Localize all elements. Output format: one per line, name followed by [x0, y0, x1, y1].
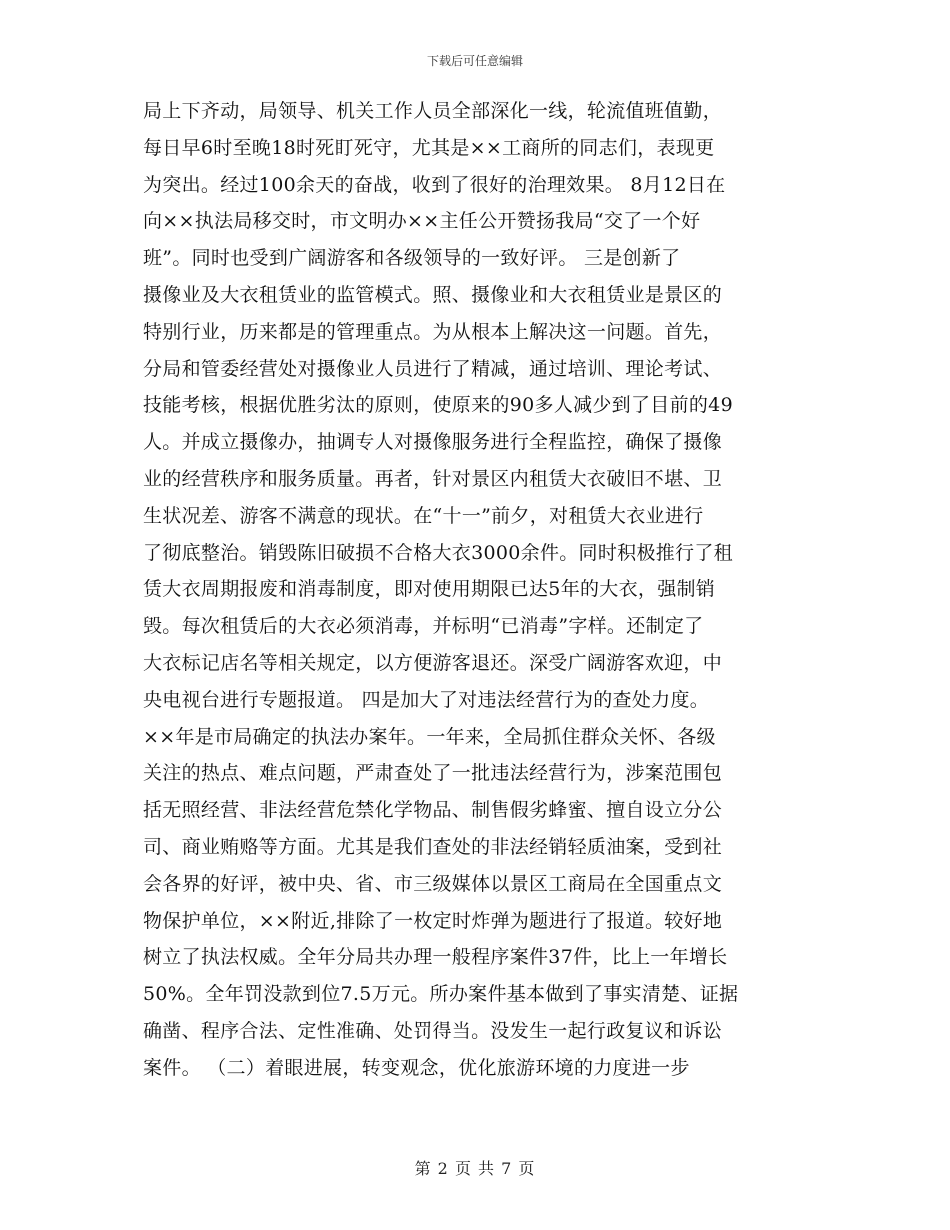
body-line: 50%。全年罚没款到位7.5万元。所办案件基本做到了事实清楚、证据: [143, 983, 739, 1006]
body-line: 案件。 （二）着眼进展，转变观念，优化旅游环境的力度进一步: [143, 1056, 690, 1079]
body-line: 业的经营秩序和服务质量。再者，针对景区内租赁大衣破旧不堪、卫: [143, 467, 723, 490]
body-line: 生状况差、游客不满意的现状。在“十一”前夕，对租赁大衣业进行: [143, 504, 704, 527]
body-line: 局上下齐动，局领导、机关工作人员全部深化一线，轮流值班值勤，: [143, 100, 723, 122]
body-line: 物保护单位，××附近,排除了一枚定时炸弹为题进行了报道。较好地: [143, 909, 723, 932]
body-line: 司、商业贿赂等方面。尤其是我们查处的非法经销轻质油案，受到社: [143, 835, 723, 858]
body-line: 特别行业，历来都是的管理重点。为从根本上解决这一问题。首先，: [143, 320, 723, 343]
body-line: 毁。每次租赁后的大衣必须消毒，并标明“已消毒”字样。还制定了: [143, 615, 704, 638]
body-line: 树立了执法权威。全年分局共办理一般程序案件37件，比上一年增长: [143, 946, 728, 969]
body-line: 分局和管委经营处对摄像业人员进行了精减，通过培训、理论考试、: [143, 357, 723, 380]
body-line: 人。并成立摄像办，抽调专人对摄像服务进行全程监控，确保了摄像: [143, 431, 723, 454]
body-line: 关注的热点、难点问题，严肃查处了一批违法经营行为，涉案范围包: [143, 762, 723, 785]
body-line: 确凿、程序合法、定性准确、处罚得当。没发生一起行政复议和诉讼: [143, 1019, 723, 1042]
page-number: 第 2 页 共 7 页: [414, 1159, 536, 1178]
body-line: 赁大衣周期报废和消毒制度，即对使用期限已达5年的大衣，强制销: [143, 578, 716, 601]
document-body: [143, 93, 813, 1087]
body-line: 央电视台进行专题报道。 四是加大了对违法经营行为的查处力度。: [143, 688, 710, 711]
body-line: 摄像业及大衣租赁业的监管模式。照、摄像业和大衣租赁业是景区的: [143, 283, 723, 306]
body-line: 为突出。经过100余天的奋战，收到了很好的治理效果。 8月12日在: [143, 173, 726, 196]
body-line: 班”。同时也受到广阔游客和各级领导的一致好评。 三是创新了: [143, 247, 681, 270]
body-line: 向××执法局移交时，市文明办××主任公开赞扬我局“交了一个好: [143, 210, 701, 233]
body-line: 技能考核，根据优胜劣汰的原则，使原来的90多人减少到了目前的49: [143, 394, 733, 417]
body-line: 每日早6时至晚18时死盯死守，尤其是××工商所的同志们，表现更: [143, 136, 715, 159]
body-line: 了彻底整治。销毁陈旧破损不合格大衣3000余件。同时积极推行了租: [143, 541, 733, 564]
page-header: 下载后可任意编辑: [426, 54, 523, 68]
body-line: ××年是市局确定的执法办案年。一年来，全局抓住群众关怀、各级: [143, 725, 716, 748]
body-line: 括无照经营、非法经营危禁化学物品、制售假劣蜂蜜、擅自设立分公: [143, 799, 723, 822]
body-line: 大衣标记店名等相关规定，以方便游客退还。深受广阔游客欢迎，中: [143, 651, 723, 674]
body-line: 会各界的好评，被中央、省、市三级媒体以景区工商局在全国重点文: [143, 872, 723, 895]
